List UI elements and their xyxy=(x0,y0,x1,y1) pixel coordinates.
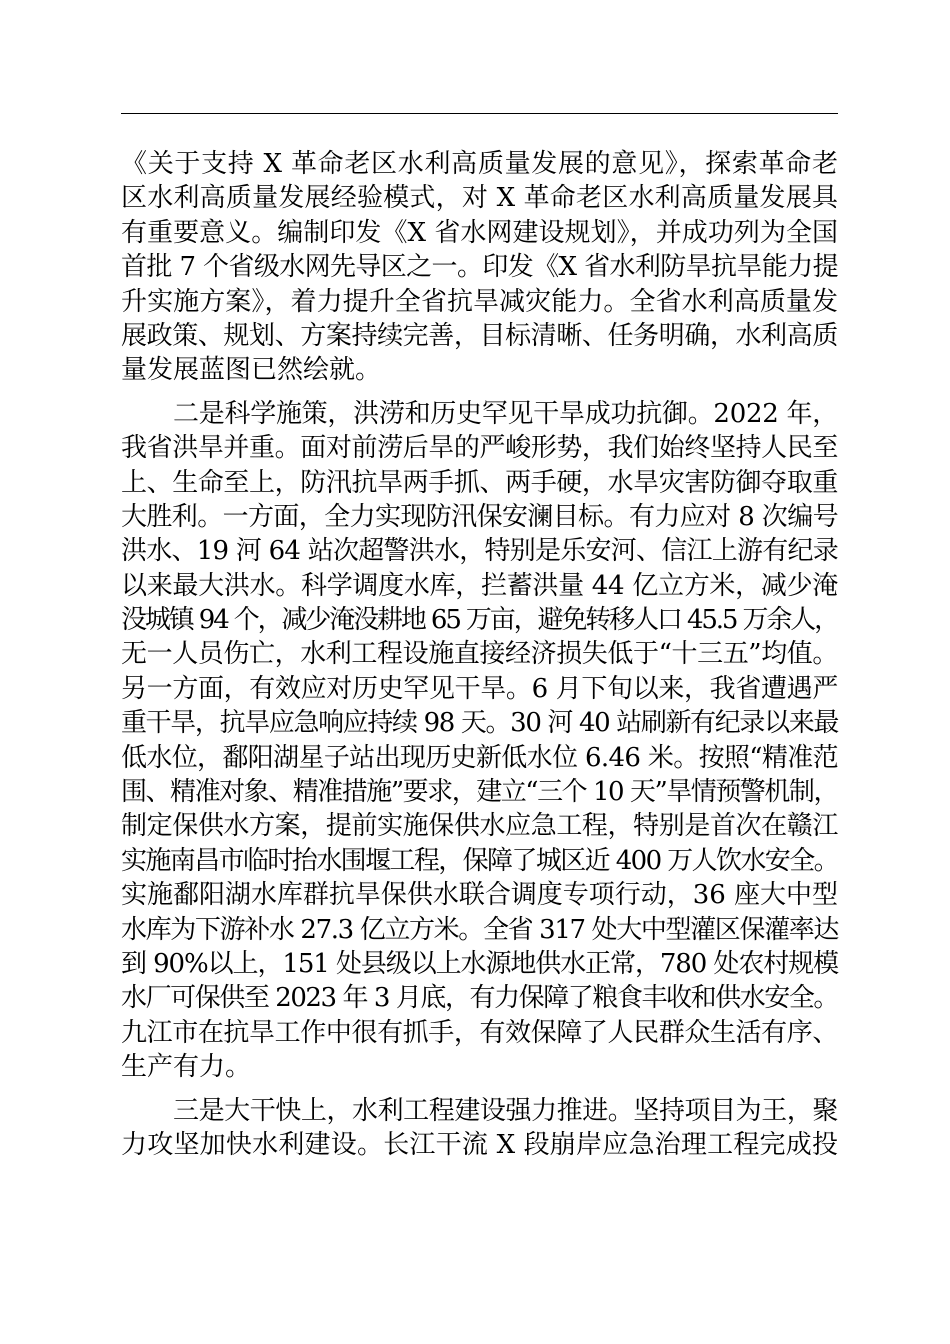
text-line: 生产有力。 xyxy=(121,1052,252,1083)
paragraph-2 xyxy=(121,397,838,1085)
text-line: 量发展蓝图已然绘就。 xyxy=(121,355,382,386)
text-line: 升实施方案》，着力提升全省抗旱减灾能力。全省水利高质量发 xyxy=(121,286,838,317)
header-rule xyxy=(121,113,838,114)
text-line: 以来最大洪水。科学调度水库，拦蓄洪量 44 亿立方米，减少淹 xyxy=(121,570,838,601)
text-line: 我省洪旱并重。面对前涝后旱的严峻形势，我们始终坚持人民至 xyxy=(121,433,838,464)
text-line: 到 90%以上，151 处县级以上水源地供水正常，780 处农村规模 xyxy=(121,948,838,979)
text-line: 重干旱，抗旱应急响应持续 98 天。30 河 40 站刷新有纪录以来最 xyxy=(121,708,838,739)
document-body xyxy=(121,147,838,1171)
text-line: 水厂可保供至 2023 年 3 月底，有力保障了粮食丰收和供水安全。 xyxy=(121,983,838,1014)
paragraph-3 xyxy=(121,1094,838,1163)
text-line: 首批 7 个省级水网先导区之一。印发《X 省水利防旱抗旱能力提 xyxy=(121,252,838,283)
text-line: 区水利高质量发展经验模式，对 X 革命老区水利高质量发展具 xyxy=(121,183,838,214)
text-line: 没城镇 94 个，减少淹没耕地 65 万亩，避免转移人口 45.5 万余人， xyxy=(121,605,838,636)
text-line: 低水位，鄱阳湖星子站出现历史新低水位 6.46 米。按照“精准范 xyxy=(121,742,838,773)
text-line: 实施南昌市临时抬水围堰工程，保障了城区近 400 万人饮水安全。 xyxy=(121,845,838,876)
text-line: 上、生命至上，防汛抗旱两手抓、两手硬，水旱灾害防御夺取重 xyxy=(121,467,838,498)
text-line: 大胜利。一方面，全力实现防汛保安澜目标。有力应对 8 次编号 xyxy=(121,501,838,532)
text-line: 二是科学施策，洪涝和历史罕见干旱成功抗御。2022 年， xyxy=(173,398,838,429)
text-line: 围、精准对象、精准措施”要求，建立“三个 10 天”旱情预警机制， xyxy=(121,777,838,808)
text-line: 有重要意义。编制印发《X 省水网建设规划》，并成功列为全国 xyxy=(121,217,838,248)
text-line: 三是大干快上，水利工程建设强力推进。坚持项目为王，聚 xyxy=(173,1095,838,1126)
text-line: 水库为下游补水 27.3 亿立方米。全省 317 处大中型灌区保灌率达 xyxy=(121,914,838,945)
text-line: 另一方面，有效应对历史罕见干旱。6 月下旬以来，我省遭遇严 xyxy=(121,673,838,704)
text-line: 《关于支持 X 革命老区水利高质量发展的意见》，探索革命老 xyxy=(121,149,838,179)
paragraph-1 xyxy=(121,147,838,388)
text-line: 制定保供水方案，提前实施保供水应急工程，特别是首次在赣江 xyxy=(121,811,838,842)
text-line: 洪水、19 河 64 站次超警洪水，特别是乐安河、信江上游有纪录 xyxy=(121,536,838,567)
text-line: 无一人员伤亡，水利工程设施直接经济损失低于“十三五”均值。 xyxy=(121,639,838,670)
text-line: 九江市在抗旱工作中很有抓手，有效保障了人民群众生活有序、 xyxy=(121,1017,838,1048)
text-line: 展政策、规划、方案持续完善，目标清晰、任务明确，水利高质 xyxy=(121,320,838,351)
text-line: 力攻坚加快水利建设。长江干流 X 段崩岸应急治理工程完成投 xyxy=(121,1129,838,1160)
text-line: 实施鄱阳湖水库群抗旱保供水联合调度专项行动，36 座大中型 xyxy=(121,880,838,911)
